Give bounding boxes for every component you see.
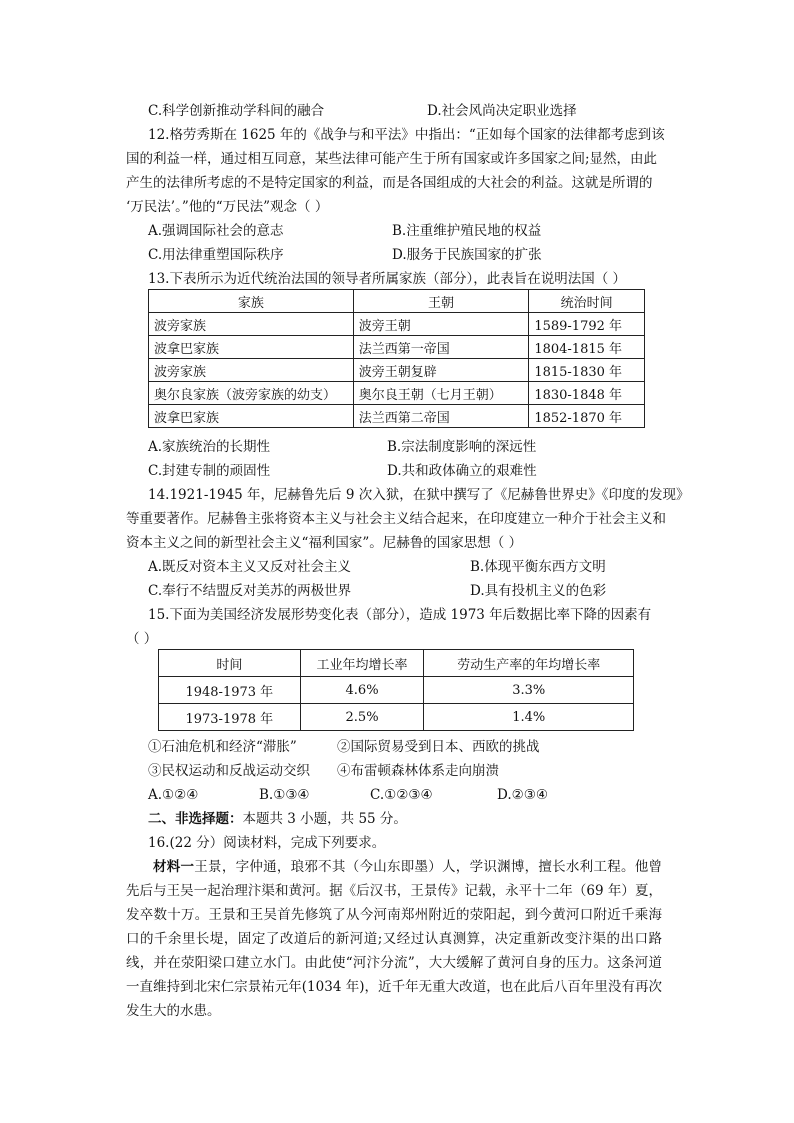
q15-option-d: D.②③④ bbox=[497, 787, 548, 803]
table-row bbox=[159, 704, 634, 731]
cell-time: 1973-1978 年 bbox=[159, 704, 301, 731]
q15-item-2: ②国际贸易受到日本、西欧的挑战 bbox=[337, 739, 540, 755]
q13-option-a: A.家族统治的长期性 bbox=[148, 439, 271, 455]
table-row bbox=[149, 382, 645, 405]
q11-option-c: C.科学创新推动学科间的融合 bbox=[148, 103, 325, 119]
q15-option-b: B.①③④ bbox=[259, 787, 310, 803]
q16-stem: 16.(22 分）阅读材料，完成下列要求。 bbox=[148, 835, 386, 851]
section-2-desc: 本题共 3 小题，共 55 分。 bbox=[242, 811, 407, 827]
cell-family: 波拿巴家族 bbox=[149, 336, 354, 359]
q12-stem-line-2: 国的利益一样，通过相互同意，某些法律可能产生于所有国家或许多国家之间;显然，由此 bbox=[126, 151, 658, 167]
q14-stem-line-3: 资本主义之间的新型社会主义“福利国家”。尼赫鲁的国家思想（ ） bbox=[126, 535, 523, 551]
cell-dynasty: 波旁王朝 bbox=[353, 313, 529, 336]
q13-stem: 13.下表所示为近代统治法国的领导者所属家族（部分），此表旨在说明法国（ ） bbox=[148, 271, 627, 287]
q12-option-c: C.用法律重塑国际秩序 bbox=[148, 247, 284, 263]
q14-option-d: D.具有投机主义的色彩 bbox=[470, 583, 607, 599]
header-period: 统治时间 bbox=[529, 290, 645, 313]
q12-option-d: D.服务于民族国家的扩张 bbox=[392, 247, 542, 263]
table-row bbox=[149, 359, 645, 382]
cell-dynasty: 法兰西第一帝国 bbox=[353, 336, 529, 359]
table-row bbox=[149, 336, 645, 359]
q13-option-d: D.共和政体确立的艰难性 bbox=[387, 463, 537, 479]
q14-option-a: A.既反对资本主义又反对社会主义 bbox=[148, 559, 352, 575]
cell-industrial-growth: 2.5% bbox=[300, 704, 424, 731]
section-2-heading: 二、非选择题： bbox=[148, 811, 243, 827]
cell-family: 波旁家族 bbox=[149, 313, 354, 336]
cell-family: 波旁家族 bbox=[149, 359, 354, 382]
cell-period: 1852-1870 年 bbox=[529, 405, 645, 428]
cell-time: 1948-1973 年 bbox=[159, 677, 301, 704]
cell-period: 1815-1830 年 bbox=[529, 359, 645, 382]
cell-family: 波拿巴家族 bbox=[149, 405, 354, 428]
cell-period: 1589-1792 年 bbox=[529, 313, 645, 336]
q12-option-a: A.强调国际社会的意志 bbox=[148, 223, 284, 239]
material-label: 材料一 bbox=[153, 859, 195, 875]
cell-productivity-growth: 3.3% bbox=[424, 677, 634, 704]
table-header-row bbox=[159, 650, 634, 677]
q15-table bbox=[158, 649, 634, 731]
header-family: 家族 bbox=[149, 290, 354, 313]
q14-option-c: C.奉行不结盟反对美苏的两极世界 bbox=[148, 583, 352, 599]
table-row bbox=[149, 313, 645, 336]
cell-dynasty: 奥尔良王朝（七月王朝） bbox=[353, 382, 529, 405]
q15-option-a: A.①②④ bbox=[148, 787, 199, 803]
q16-material-1 bbox=[126, 855, 662, 1023]
q15-stem-line-1: 15.下面为美国经济发展形势变化表（部分），造成 1973 年后数据比率下降的因素有 bbox=[148, 607, 652, 623]
cell-dynasty: 法兰西第二帝国 bbox=[353, 405, 529, 428]
q15-option-c: C.①②③④ bbox=[370, 787, 433, 803]
cell-dynasty: 波旁王朝复辟 bbox=[353, 359, 529, 382]
q12-option-b: B.注重维护殖民地的权益 bbox=[392, 223, 542, 239]
q13-option-c: C.封建专制的顽固性 bbox=[148, 463, 271, 479]
material-text: 王景，字仲通，琅邪不其（今山东即墨）人，学识渊博，擅长水利工程。他曾先后与王吴一起治理汴渠和黄河。据《后汉书，王景传》记载，永平十二年（69 年）夏，发卒数十万。王景和王吴首先修筑了从今河南郑州附近的荥阳起，到今黄河口附近千乘海口的千余里长堤，固定了改道后的新河道;又经过认真测算，决定重新改变汴渠的出口路线，并在荥阳梁口建立水门。由此使“河汴分流”，大大缓解了黄河自身的压力。这条河道一直维持到北宋仁宗景祐元年(1034 年)，近千年无重大改道，也在此后八百年里没有再次发生大的水患。 bbox=[126, 859, 663, 1019]
q12-stem-line-1: 12.格劳秀斯在 1625 年的《战争与和平法》中指出：“正如每个国家的法律都考虑到该 bbox=[148, 127, 665, 143]
q12-stem-line-3: 产生的法律所考虑的不是特定国家的利益，而是各国组成的大社会的利益。这就是所谓的 bbox=[126, 175, 653, 191]
header-dynasty: 王朝 bbox=[353, 290, 529, 313]
table-header-row bbox=[149, 290, 645, 313]
q13-option-b: B.宗法制度影响的深远性 bbox=[387, 439, 537, 455]
cell-period: 1804-1815 年 bbox=[529, 336, 645, 359]
cell-productivity-growth: 1.4% bbox=[424, 704, 634, 731]
section-2-title bbox=[148, 809, 407, 829]
q15-stem-line-2: （ ） bbox=[126, 631, 158, 647]
q14-stem-line-2: 等重要著作。尼赫鲁主张将资本主义与社会主义结合起来，在印度建立一种介于社会主义和 bbox=[126, 511, 666, 527]
header-time: 时间 bbox=[159, 650, 301, 677]
table-row bbox=[159, 677, 634, 704]
cell-family: 奥尔良家族（波旁家族的幼支） bbox=[149, 382, 354, 405]
cell-industrial-growth: 4.6% bbox=[300, 677, 424, 704]
q15-item-4: ④布雷顿森林体系走向崩溃 bbox=[337, 763, 499, 779]
q14-stem-line-1: 14.1921-1945 年，尼赫鲁先后 9 次入狱，在狱中撰写了《尼赫鲁世界史》《印度的发现》 bbox=[148, 487, 690, 503]
q11-option-d: D.社会风尚决定职业选择 bbox=[427, 103, 577, 119]
table-row bbox=[149, 405, 645, 428]
header-productivity-growth: 劳动生产率的年均增长率 bbox=[424, 650, 634, 677]
q15-item-3: ③民权运动和反战运动交织 bbox=[148, 763, 310, 779]
q14-option-b: B.体现平衡东西方文明 bbox=[470, 559, 606, 575]
q12-stem-line-4: ‘万民法’。”他的“万民法”观念（ ） bbox=[126, 199, 329, 215]
q15-item-1: ①石油危机和经济“滞胀” bbox=[148, 739, 297, 755]
cell-period: 1830-1848 年 bbox=[529, 382, 645, 405]
header-industrial-growth: 工业年均增长率 bbox=[300, 650, 424, 677]
q13-table bbox=[148, 289, 645, 428]
